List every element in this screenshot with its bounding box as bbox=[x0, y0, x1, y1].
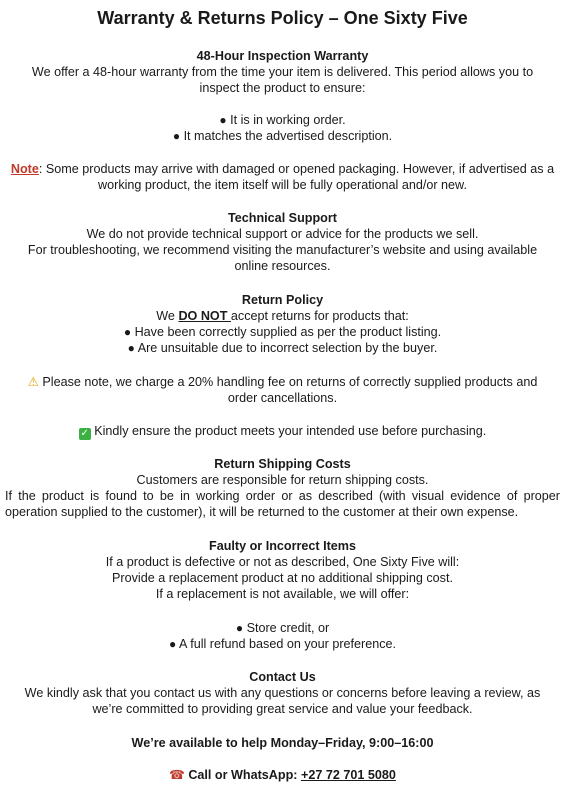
inspection-bullets bbox=[0, 112, 565, 144]
hours-text: We’re available to help Monday–Friday, 9:00–16:00 bbox=[131, 736, 434, 750]
warn-line-1: Please note, we charge a 20% handling fee on returns of correctly supplied products and bbox=[42, 375, 538, 389]
shipping-paragraph-block bbox=[0, 488, 565, 520]
phone-block bbox=[0, 767, 565, 783]
note-line-1: : Some products may arrive with damaged or opened packaging. However, if advertised as a bbox=[38, 162, 555, 176]
phone-number-link[interactable]: +27 72 701 5080 bbox=[300, 768, 396, 782]
page-title: Warranty & Returns Policy – One Sixty Five bbox=[97, 8, 468, 28]
shipping-paragraph: If the product is found to be in working order or as described (with visual evidence of proper operation supplied to the customer), it will be returned to the customer at their own expense. bbox=[5, 489, 560, 519]
support-line-1: We do not provide technical support or advice for the products we sell. bbox=[86, 227, 479, 241]
call-label: Call or WhatsApp: bbox=[188, 768, 301, 782]
note-label: Note bbox=[10, 162, 39, 176]
contact-heading: Contact Us bbox=[249, 670, 316, 684]
faulty-bullet-2: A full refund based on your preference. bbox=[179, 637, 397, 651]
check-notice bbox=[0, 423, 565, 440]
contact-section bbox=[0, 669, 565, 717]
support-line-3: online resources. bbox=[234, 259, 331, 273]
faulty-bullet-1: Store credit, or bbox=[246, 621, 330, 635]
contact-line-2: we’re committed to providing great service and value your feedback. bbox=[92, 702, 473, 716]
return-bullet-1: Have been correctly supplied as per the product listing. bbox=[134, 325, 442, 339]
contact-line-1: We kindly ask that you contact us with any questions or concerns before leaving a review, as bbox=[24, 686, 541, 700]
support-heading: Technical Support bbox=[228, 211, 337, 225]
faulty-heading: Faulty or Incorrect Items bbox=[209, 539, 356, 553]
faulty-section bbox=[0, 538, 565, 602]
handling-fee-notice bbox=[0, 374, 565, 406]
bullet-icon: ● bbox=[123, 325, 132, 339]
note-section bbox=[0, 161, 565, 193]
faulty-line-1: If a product is defective or not as described, One Sixty Five will: bbox=[105, 555, 460, 569]
warn-line-2: order cancellations. bbox=[227, 391, 338, 405]
support-section bbox=[0, 210, 565, 274]
do-not-emphasis: DO NOT bbox=[178, 309, 231, 323]
return-policy-heading: Return Policy bbox=[241, 293, 324, 307]
return-policy-section bbox=[0, 292, 565, 356]
faulty-line-2: Provide a replacement product at no additional shipping cost. bbox=[112, 571, 453, 585]
inspection-bullet-2: It matches the advertised description. bbox=[183, 129, 393, 143]
faulty-bullets bbox=[0, 620, 565, 652]
check-mark-icon: ✓ bbox=[80, 428, 89, 439]
faulty-line-3: If a replacement is not available, we will offer: bbox=[155, 587, 410, 601]
inspection-section bbox=[0, 48, 565, 96]
bullet-icon: ● bbox=[168, 637, 177, 651]
inspection-heading: 48-Hour Inspection Warranty bbox=[196, 49, 369, 63]
inspection-line-1: We offer a 48-hour warranty from the time your item is delivered. This period allows you to bbox=[31, 65, 534, 79]
shipping-section bbox=[0, 456, 565, 488]
inspection-line-2: inspect the product to ensure: bbox=[199, 81, 366, 95]
hours-block bbox=[0, 735, 565, 751]
warning-icon: ⚠ bbox=[27, 375, 39, 389]
return-bullet-2: Are unsuitable due to incorrect selection by the buyer. bbox=[137, 341, 438, 355]
return-pre: We bbox=[156, 309, 179, 323]
bullet-icon: ● bbox=[219, 113, 227, 127]
return-post: accept returns for products that: bbox=[230, 309, 409, 323]
shipping-line-1: Customers are responsible for return shipping costs. bbox=[136, 473, 429, 487]
inspection-bullet-1: It is in working order. bbox=[230, 113, 346, 127]
shipping-heading: Return Shipping Costs bbox=[214, 457, 351, 471]
bullet-icon: ● bbox=[172, 129, 181, 143]
check-line: Kindly ensure the product meets your intended use before purchasing. bbox=[94, 424, 487, 438]
telephone-icon: ☎ bbox=[169, 768, 185, 782]
bullet-icon: ● bbox=[235, 621, 244, 635]
support-line-2: For troubleshooting, we recommend visiting the manufacturer’s website and using available bbox=[27, 243, 538, 257]
note-line-2: working product, the item itself will be fully operational and/or new. bbox=[98, 178, 467, 192]
bullet-icon: ● bbox=[127, 341, 135, 355]
